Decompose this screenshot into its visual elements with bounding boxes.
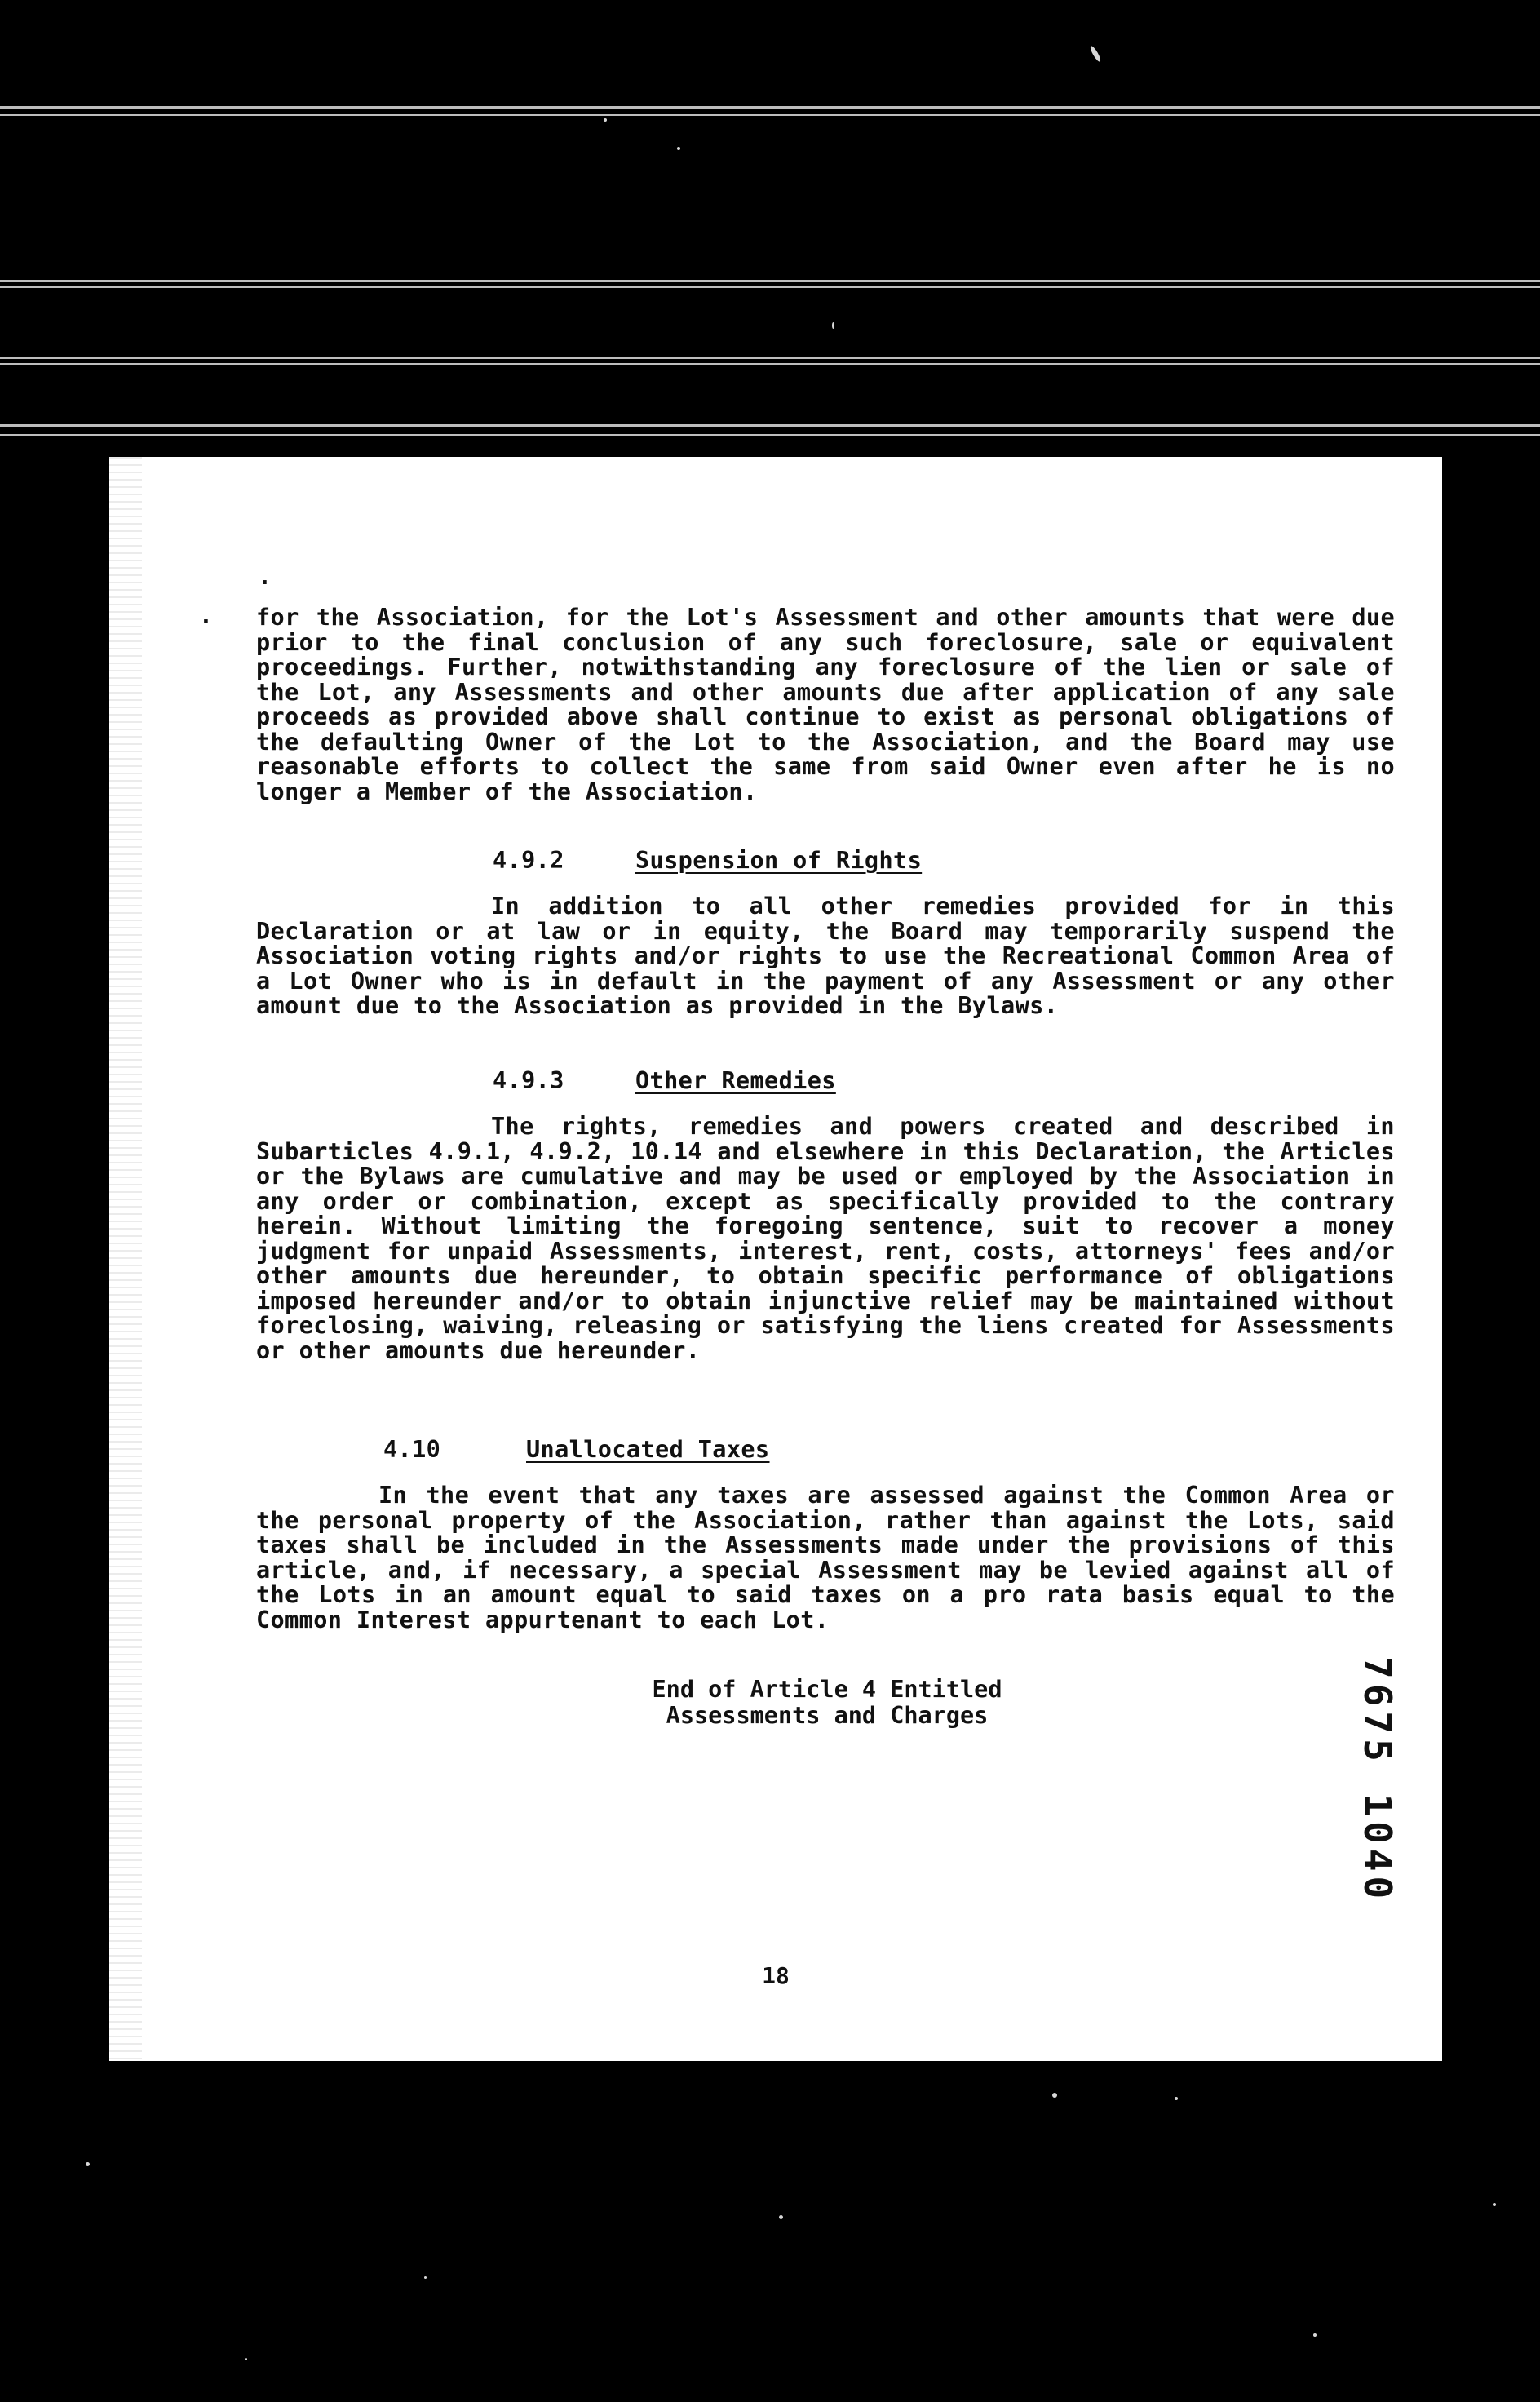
scan-speck: [1493, 2203, 1496, 2206]
scan-speck: [779, 2215, 783, 2219]
scan-speck: [424, 2276, 427, 2279]
section-4-10-text: In the event that any taxes are assessed against the Common Area or the personal property of the Association, rather than against the Lots, said taxes shall be included in the Assessments made under the provisions of this article, and, if necessary, a special Assessment may be levied against all of the Lots in an amount equal to said taxes on a pro rata basis equal to the Common Interest appurtenant to each Lot.: [256, 1482, 1395, 1633]
side-stamp: 7675 1040: [1356, 1656, 1400, 1904]
section-title: Unallocated Taxes: [526, 1436, 770, 1463]
scan-artifact-line: [0, 106, 1540, 109]
scan-artifact-line: [0, 357, 1540, 359]
section-4-9-2-text: In addition to all other remedies provided for in this Declaration or at law or in equity, the Board may temporarily suspend the Association voting rights and/or rights to use the Recreational Common Area of a Lot Owner who is in default in the payment of any Assessment or any other amount due to the Association as provided in the Bylaws.: [256, 893, 1395, 1019]
paragraph-continuation: for the Association, for the Lot's Assessment and other amounts that were due prior to the final conclusion of any such foreclosure, sale or equivalent proceedings. Further, notwithstanding any foreclosure of the lien or sale of the Lot, any Assessments and other amounts due after application of any sale proceeds as provided above shall continue to exist as personal obligations of the defaulting Owner of the Lot to the Association, and the Board may use reasonable efforts to collect the same from said Owner even after he is no longer a Member of the Association.: [256, 604, 1395, 805]
section-heading-4-9-3: [493, 1067, 836, 1094]
scan-artifact-line: [0, 114, 1540, 116]
scan-speck: [1089, 45, 1102, 63]
section-title: Other Remedies: [635, 1067, 836, 1094]
scan-speck: [86, 2162, 90, 2166]
end-of-article-block: [533, 1677, 1121, 1729]
scan-speck: [677, 147, 680, 150]
scan-speck: [1313, 2333, 1317, 2337]
page-number: 18: [762, 1962, 790, 1989]
section-number: 4.9.2: [493, 847, 564, 874]
scan-artifact-line: [0, 286, 1540, 288]
document-page: [109, 457, 1442, 2061]
section-number: 4.10: [383, 1436, 441, 1463]
scan-artifact-line: [0, 280, 1540, 282]
scan-speck: [832, 322, 834, 329]
stray-mark: .: [258, 563, 272, 590]
stray-mark: .: [199, 602, 213, 629]
section-4-9-3-text: The rights, remedies and powers created and described in Subarticles 4.9.1, 4.9.2, 10.14 and elsewhere in this Declaration, the Articles or the Bylaws are cumulative and may be used or employed by the Association in any order or combination, except as specifically provided to the contrary herein. Without limiting the foregoing sentence, suit to recover a money judgment for unpaid Assessments, interest, rent, costs, attorneys' fees and/or other amounts due hereunder, to obtain specific performance of obligations imposed hereunder and/or to obtain injunctive relief may be maintained without foreclosing, waiving, releasing or satisfying the liens created for Assessments or other amounts due hereunder.: [256, 1113, 1395, 1364]
section-title: Suspension of Rights: [635, 847, 923, 874]
section-heading-4-9-2: [493, 847, 922, 874]
scan-speck: [1175, 2097, 1178, 2100]
scan-speck: [245, 2358, 247, 2360]
scan-edge-noise: [109, 457, 142, 2061]
scan-artifact-line: [0, 434, 1540, 436]
scan-artifact-line: [0, 424, 1540, 427]
scan-speck: [1052, 2093, 1057, 2098]
section-number: 4.9.3: [493, 1067, 564, 1094]
scan-artifact-line: [0, 363, 1540, 365]
scan-speck: [604, 118, 607, 122]
section-heading-4-10: [383, 1436, 770, 1463]
end-line-2: Assessments and Charges: [666, 1702, 989, 1729]
end-line-1: End of Article 4 Entitled: [652, 1676, 1002, 1703]
